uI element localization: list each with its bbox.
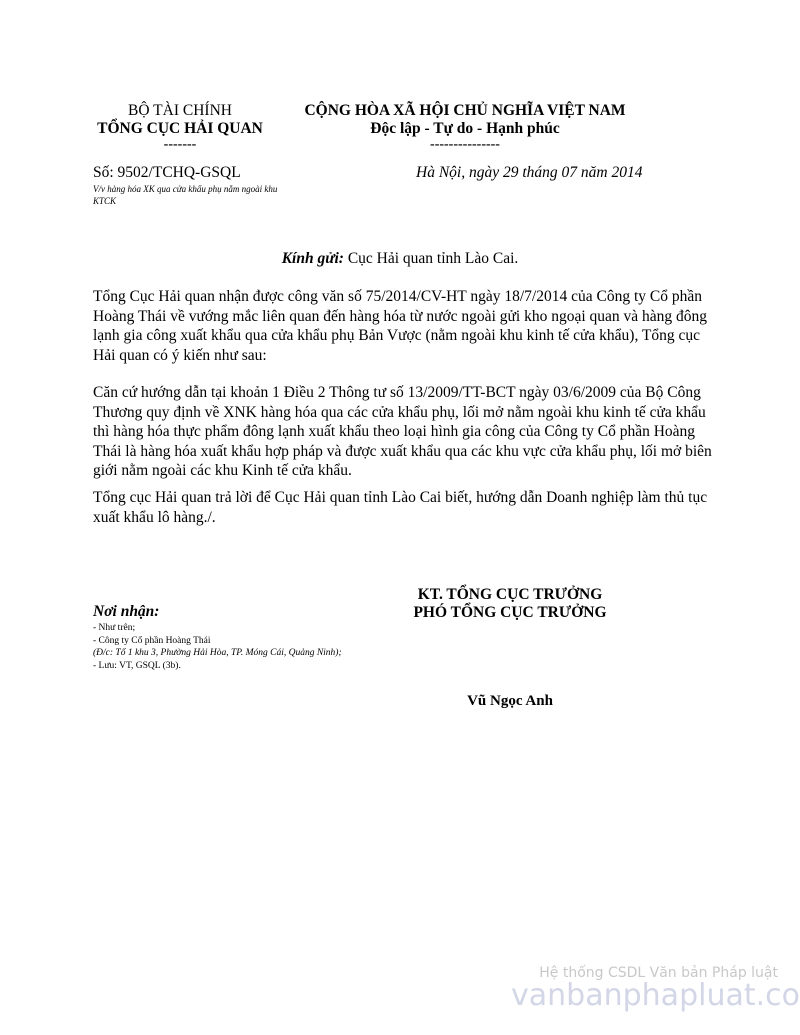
recipients-list — [93, 622, 363, 672]
signer-title-line-1: KT. TỔNG CỤC TRƯỞNG — [417, 586, 603, 603]
signer-title-line-2: PHÓ TỔNG CỤC TRƯỞNG — [413, 604, 607, 621]
ministry-name: BỘ TÀI CHÍNH — [128, 102, 232, 119]
recipients-item-address: (Đ/c: Tổ 1 khu 3, Phường Hải Hòa, TP. Móng Cái, Quảng Ninh); — [93, 648, 342, 658]
recipients-item: - Như trên; — [93, 623, 136, 633]
recipients-item: - Công ty Cổ phần Hoàng Thái — [93, 635, 211, 646]
issuer-separator: ------- — [163, 137, 197, 152]
national-header — [290, 102, 640, 152]
signer-name: Vũ Ngọc Anh — [467, 693, 553, 709]
motto-separator: --------------- — [430, 137, 500, 152]
body-paragraph-3: Tổng cục Hải quan trả lời để Cục Hải quan tỉnh Lào Cai biết, hướng dẫn Doanh nghiệp làm thủ tục xuất khẩu lô hàng./. — [93, 489, 708, 526]
watermark-caption: Hệ thống CSDL Văn bản Pháp luật — [539, 965, 778, 981]
recipient-line — [0, 250, 800, 268]
recipients-label: Nơi nhận: — [93, 603, 160, 620]
signer-block — [400, 586, 620, 622]
document-number: Số: 9502/TCHQ-GSQL — [93, 164, 241, 181]
national-motto: Độc lập - Tự do - Hạnh phúc — [370, 120, 560, 137]
document-subject: V/v hàng hóa XK qua cửa khẩu phụ nằm ngoài khu KTCK — [93, 184, 278, 206]
country-name: CỘNG HÒA XÃ HỘI CHỦ NGHĨA VIỆT NAM — [304, 102, 626, 119]
agency-name: TỔNG CỤC HẢI QUAN — [97, 120, 263, 137]
body-paragraph-1: Tổng Cục Hải quan nhận được công văn số 75/2014/CV-HT ngày 18/7/2014 của Công ty Cổ phần Hoàng Thái về vướng mắc liên quan đến hàng hóa từ nước ngoài gửi kho ngoại quan và hàng đông lạnh gia công xuất khẩu qua cửa khẩu phụ Bản Vược (nằm ngoài khu kinh tế cửa khẩu), Tổng cục Hải quan có ý kiến như sau: — [93, 288, 708, 364]
recipient-label: Kính gửi: — [281, 250, 344, 267]
issuer-header — [85, 102, 275, 152]
watermark-site-name: vanbanphapluat.co — [511, 978, 800, 1013]
recipient-name: Cục Hải quan tỉnh Lào Cai. — [343, 250, 519, 267]
place-and-date: Hà Nội, ngày 29 tháng 07 năm 2014 — [416, 164, 643, 181]
body-paragraph-2: Căn cứ hướng dẫn tại khoản 1 Điều 2 Thông tư số 13/2009/TT-BCT ngày 03/6/2009 của Bộ Công Thương quy định về XNK hàng hóa qua các cửa khẩu phụ, lối mở nằm ngoài khu kinh tế cửa khẩu thì hàng hóa thực phẩm đông lạnh xuất khẩu theo loại hình gia công của Công ty Cổ phần Hoàng Thái là hàng hóa xuất khẩu hợp pháp và được xuất khẩu qua các khu vực cửa khẩu phụ, lối mở biên giới nằm ngoài các khu Kinh tế cửa khẩu. — [93, 384, 712, 480]
recipients-item: - Lưu: VT, GSQL (3b). — [93, 660, 181, 671]
